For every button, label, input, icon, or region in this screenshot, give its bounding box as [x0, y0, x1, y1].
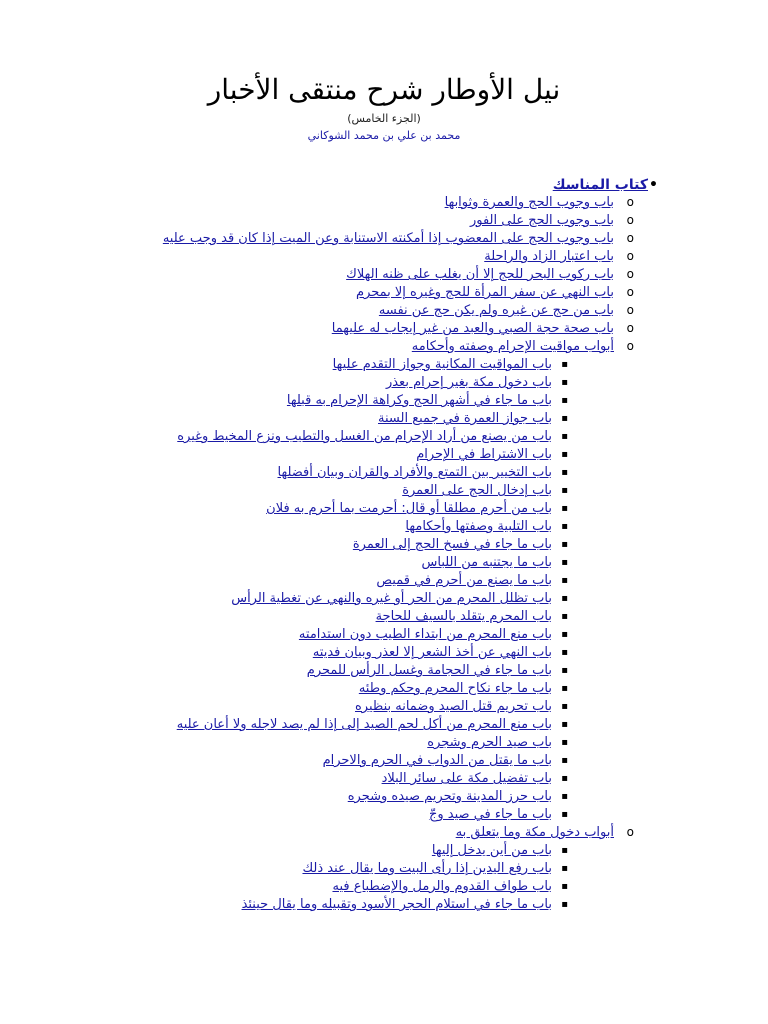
toc-subsection-item [98, 806, 614, 824]
toc-subsection-link[interactable]: باب صيد الحرم وشجره [427, 735, 552, 750]
toc-subsections-list [98, 842, 614, 914]
toc-subsection-link[interactable]: باب ما جاء في استلام الحجر الأسود وتقبيله وما يقال حينئذ [241, 897, 552, 912]
toc-section-link[interactable]: باب وجوب الحج على المعضوب إذا أمكنته الاستنابة وعن الميت إذا كان قد وجب عليه [162, 231, 614, 246]
toc-subsection-item [98, 392, 614, 410]
toc-subsection-link[interactable]: باب ما جاء نكاح المحرم وحكم وطئه [358, 681, 552, 696]
toc-subsection-item [98, 734, 614, 752]
toc-subsection-link[interactable]: باب ما يقتل من الدواب في الحرم والاحرام [322, 753, 552, 768]
toc-subsection-link[interactable]: باب التخيير بين التمتع والأفراد والقران وبيان أفضلها [277, 465, 552, 480]
toc-subsection-item [98, 752, 614, 770]
toc-subsection-link[interactable]: باب تظلل المحرم من الحر أو غيره والنهي عن تغطية الرأس [231, 591, 552, 606]
toc-subsection-link[interactable]: باب تفضيل مكة على سائر البلاد [381, 771, 552, 786]
toc-section-link[interactable]: باب من حج عن غيره ولم يكن حج عن نفسه [378, 303, 614, 318]
toc-book-link[interactable]: كتاب المناسك [552, 177, 648, 193]
toc-subsection-item [98, 410, 614, 428]
toc-book-item [98, 176, 658, 914]
toc-sections-list [98, 194, 648, 914]
toc-subsection-item [98, 464, 614, 482]
toc-group-link[interactable]: أبواب دخول مكة وما يتعلق به [455, 825, 614, 840]
toc-subsection-link[interactable]: باب حرز المدينة وتحريم صيده وشجره [347, 789, 552, 804]
toc-level1-list [98, 176, 658, 914]
toc-subsection-link[interactable]: باب من أحرم مطلقا أو قال: أحرمت بما أحرم به فلان [266, 501, 552, 516]
toc-subsection-item [98, 590, 614, 608]
toc-subsection-link[interactable]: باب النهي عن أخذ الشعر إلا لعذر وبيان فديته [312, 645, 552, 660]
toc-subsection-item [98, 518, 614, 536]
toc-subsection-link[interactable]: باب رفع اليدين إذا رأى البيت وما يقال عند ذلك [302, 861, 552, 876]
toc-section-item [98, 230, 648, 248]
toc-section-item [98, 284, 648, 302]
toc-subsection-item [98, 662, 614, 680]
toc-subsection-item [98, 770, 614, 788]
toc-subsection-item [98, 680, 614, 698]
toc-subsection-item [98, 374, 614, 392]
toc-section-item [98, 194, 648, 212]
toc-subsection-link[interactable]: باب التلبية وصفتها وأحكامها [405, 519, 552, 534]
page-title: نيل الأوطار شرح منتقى الأخبار [207, 73, 561, 106]
toc-subsection-link[interactable]: باب منع المحرم من أكل لحم الصيد إلى إذا لم يصد لاجله ولا أعان عليه [176, 717, 552, 732]
toc-group-link[interactable]: أبواب مواقيت الإحرام وصفته وأحكامه [411, 339, 614, 354]
toc-subsection-link[interactable]: باب المواقيت المكانية وجواز التقدم عليها [332, 357, 552, 372]
toc-section-item [98, 248, 648, 266]
toc-section-link[interactable]: باب وجوب الحج على الفور [469, 213, 614, 228]
toc-subsection-link[interactable]: باب ما جاء في صيد وجّ [428, 807, 552, 822]
toc-subsection-item [98, 788, 614, 806]
toc-section-link[interactable]: باب صحة حجة الصبي والعبد من غير إيجاب له عليهما [331, 321, 614, 336]
toc-subsection-item [98, 482, 614, 500]
toc-subsection-link[interactable]: باب ما يصنع من أحرم في قميص [376, 573, 552, 588]
toc-group-item [98, 824, 648, 914]
toc-subsection-link[interactable]: باب الاشتراط في الإحرام [416, 447, 552, 462]
toc-subsection-item [98, 644, 614, 662]
toc-subsection-link[interactable]: باب من أين يدخل إليها [431, 843, 552, 858]
toc-subsection-item [98, 554, 614, 572]
toc-subsection-link[interactable]: باب إدخال الحج على العمرة [402, 483, 552, 498]
toc-subsection-item [98, 698, 614, 716]
toc-subsection-item [98, 608, 614, 626]
toc-section-link[interactable]: باب وجوب الحج والعمرة وثوابها [444, 195, 614, 210]
toc-subsection-link[interactable]: باب ما يجتنبه من اللباس [421, 555, 552, 570]
toc-subsection-link[interactable]: باب دخول مكة بغير إحرام بعذر [385, 375, 552, 390]
toc-subsection-item [98, 500, 614, 518]
toc-subsection-link[interactable]: باب ما جاء في فسخ الحج إلى العمرة [352, 537, 552, 552]
toc-subsection-item [98, 716, 614, 734]
toc-subsection-item [98, 842, 614, 860]
toc-subsection-link[interactable]: باب جواز العمرة في جميع السنة [378, 411, 552, 426]
toc-subsection-item [98, 626, 614, 644]
table-of-contents [98, 176, 658, 914]
toc-subsection-link[interactable]: باب تحريم قتل الصيد وضمانه بنظيره [355, 699, 552, 714]
volume-subtitle: (الجزء الخامس) [347, 112, 421, 125]
toc-subsection-link[interactable]: باب منع المحرم من ابتداء الطيب دون استدامته [298, 627, 552, 642]
document-header [0, 70, 768, 144]
toc-section-link[interactable]: باب اعتبار الزاد والراحلة [484, 249, 614, 264]
toc-subsection-item [98, 860, 614, 878]
toc-subsection-item [98, 428, 614, 446]
toc-subsection-item [98, 536, 614, 554]
toc-subsection-item [98, 446, 614, 464]
toc-section-item [98, 212, 648, 230]
toc-subsection-item [98, 896, 614, 914]
toc-subsection-link[interactable]: باب المحرم يتقلد بالسيف للحاجة [375, 609, 552, 624]
toc-section-item [98, 320, 648, 338]
toc-subsection-link[interactable]: باب ما جاء في أشهر الحج وكراهة الإحرام به قبلها [286, 393, 552, 408]
toc-subsection-link[interactable]: باب من يصنع من أراد الإحرام من الغسل والتطيب ونزع المخيط وغيره [177, 429, 552, 444]
toc-subsection-link[interactable]: باب ما جاء في الحجامة وغسل الرأس للمحرم [306, 663, 552, 678]
toc-subsection-link[interactable]: باب طواف القدوم والرمل والإضطباع فيه [332, 879, 552, 894]
toc-subsection-item [98, 878, 614, 896]
toc-group-item [98, 338, 648, 824]
toc-subsection-item [98, 356, 614, 374]
toc-subsection-item [98, 572, 614, 590]
toc-subsections-list [98, 356, 614, 824]
toc-section-item [98, 266, 648, 284]
toc-section-link[interactable]: باب ركوب البحر للحج إلا أن يغلب على ظنه الهلاك [346, 267, 614, 282]
toc-section-item [98, 302, 648, 320]
author-name: محمد بن علي بن محمد الشوكاني [307, 129, 461, 142]
toc-section-link[interactable]: باب النهي عن سفر المرأة للحج وغيره إلا بمحرم [356, 285, 614, 300]
